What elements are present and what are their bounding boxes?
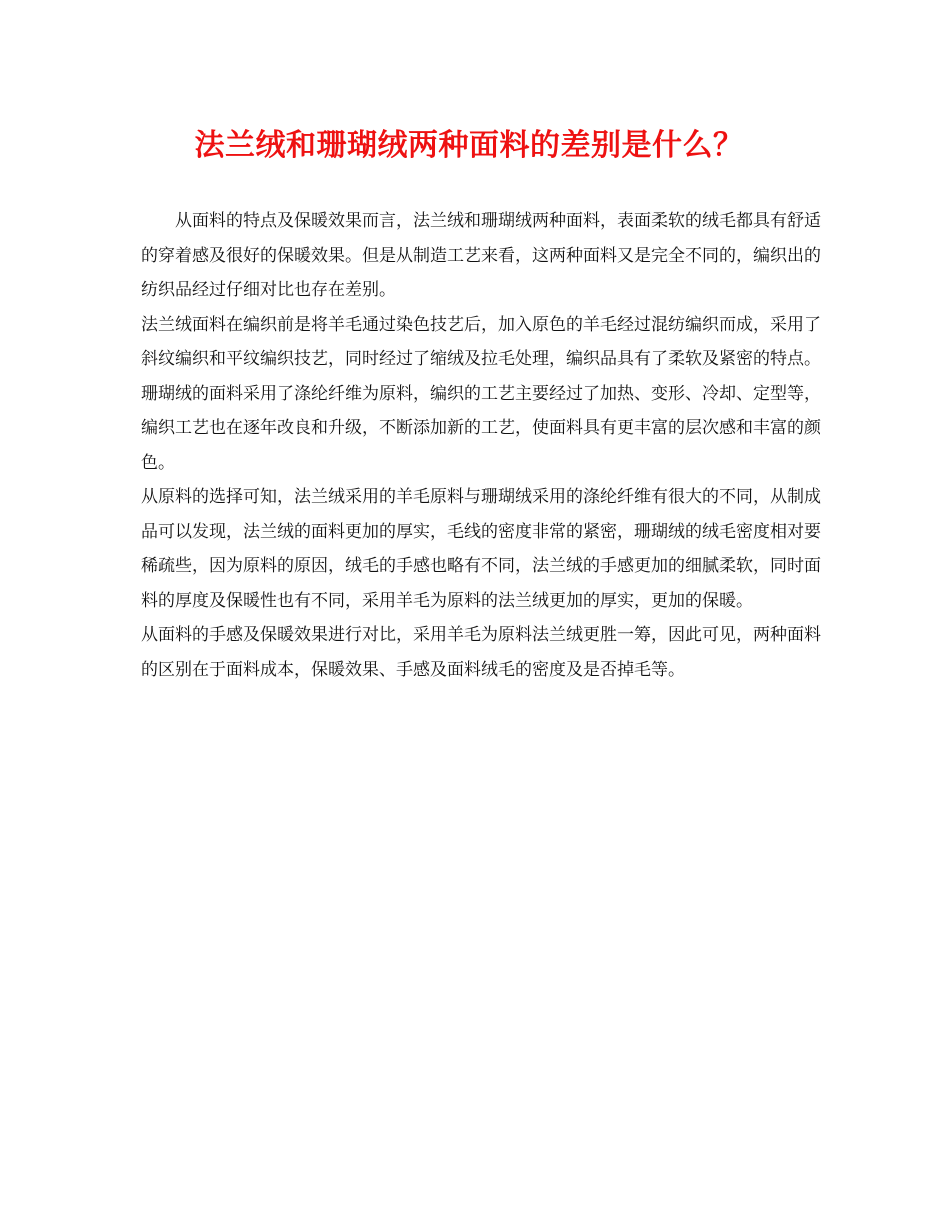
document-body	[141, 204, 821, 687]
paragraph-comparison: 从原料的选择可知，法兰绒采用的羊毛原料与珊瑚绒采用的涤纶纤维有很大的不同，从制成品可以发现，法兰绒的面料更加的厚实，毛线的密度非常的紧密，珊瑚绒的绒毛密度相对要稀疏些，因为原料的原因，绒毛的手感也略有不同，法兰绒的手感更加的细腻柔软，同时面料的厚度及保暖性也有不同，采用羊毛为原料的法兰绒更加的厚实，更加的保暖。	[141, 487, 821, 611]
paragraph-flannel: 法兰绒面料在编织前是将羊毛通过染色技艺后，加入原色的羊毛经过混纺编织而成，采用了斜纹编织和平纹编织技艺，同时经过了缩绒及拉毛处理，编织品具有了柔软及紧密的特点。	[141, 314, 821, 369]
document-title: 法兰绒和珊瑚绒两种面料的差别是什么？	[194, 128, 744, 163]
paragraph-intro: 从面料的特点及保暖效果而言，法兰绒和珊瑚绒两种面料，表面柔软的绒毛都具有舒适的穿着感及很好的保暖效果。但是从制造工艺来看，这两种面料又是完全不同的，编织出的纺织品经过仔细对比也存在差别。	[141, 211, 821, 300]
paragraph-conclusion: 从面料的手感及保暖效果进行对比，采用羊毛为原料法兰绒更胜一筹，因此可见，两种面料的区别在于面料成本，保暖效果、手感及面料绒毛的密度及是否掉毛等。	[141, 625, 821, 680]
paragraph-coral-fleece: 珊瑚绒的面料采用了涤纶纤维为原料，编织的工艺主要经过了加热、变形、冷却、定型等，编织工艺也在逐年改良和升级，不断添加新的工艺，使面料具有更丰富的层次感和丰富的颜色。	[141, 383, 821, 473]
